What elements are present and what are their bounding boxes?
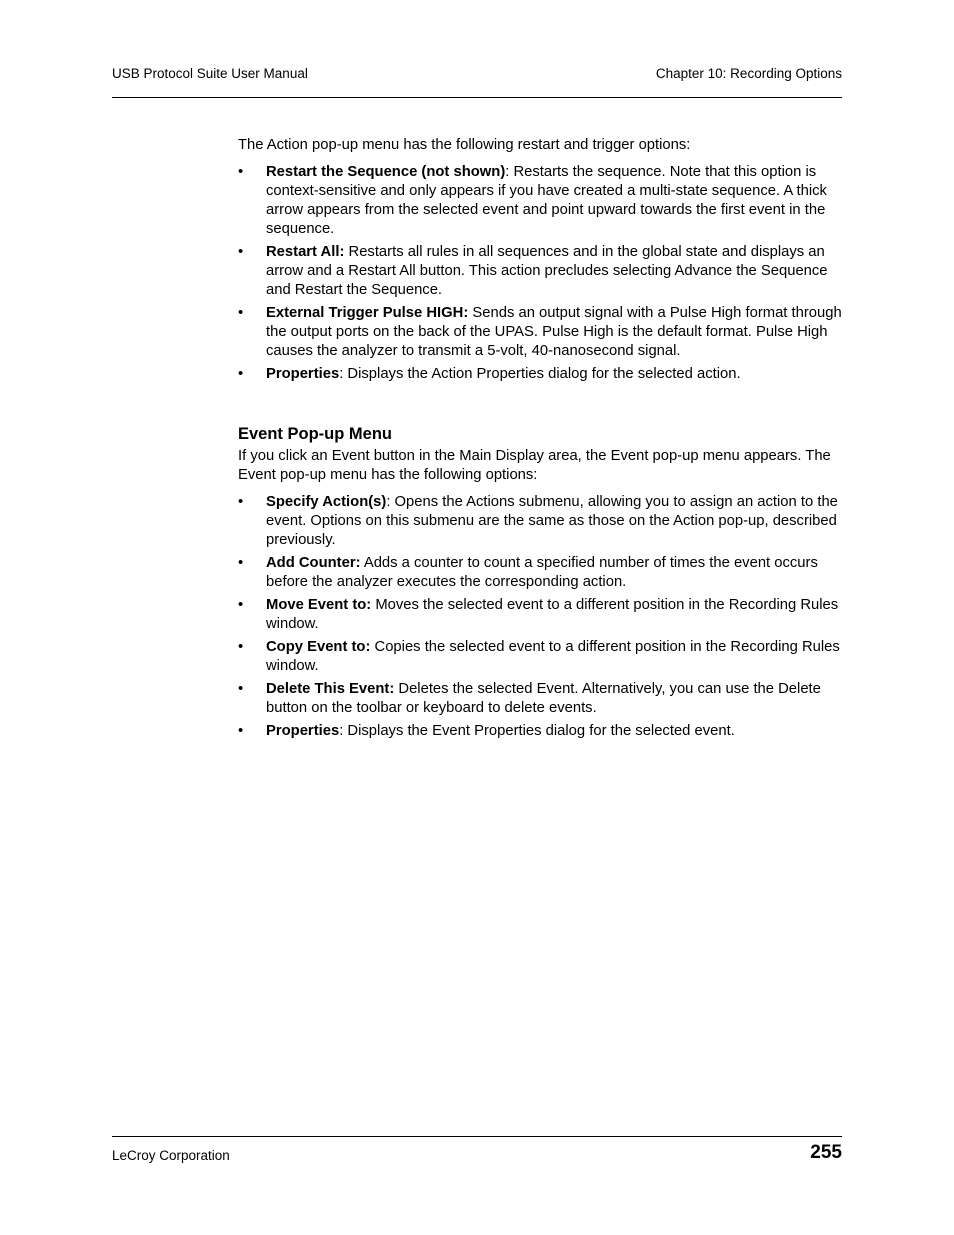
list-item xyxy=(238,365,842,384)
option-description: : Displays the Event Properties dialog for the selected event. xyxy=(339,723,735,739)
bullet-icon: • xyxy=(238,597,244,613)
option-name: Add Counter: xyxy=(266,555,361,571)
option-name: External Trigger Pulse HIGH: xyxy=(266,305,469,321)
bullet-icon: • xyxy=(238,494,244,510)
section-heading: Event Pop-up Menu xyxy=(238,425,392,443)
option-description: Deletes the selected Event. Alternatively, you can use the Delete button on the toolbar or keyboard to delete events. xyxy=(266,681,821,716)
option-name: Copy Event to: xyxy=(266,639,371,655)
running-header-chapter: Chapter 10: Recording Options xyxy=(655,66,842,81)
list-item xyxy=(238,722,842,741)
option-description: Sends an output signal with a Pulse High format through the output ports on the back of the UPAS. Pulse High is the default format. Pulse High causes the analyzer to transmit a 5-volt, 40-nanosecond signal. xyxy=(266,305,842,359)
bullet-icon: • xyxy=(238,723,244,739)
bullet-icon: • xyxy=(238,366,244,382)
list-item xyxy=(238,304,842,361)
option-description: : Displays the Action Properties dialog for the selected action. xyxy=(339,366,741,382)
event-menu-intro: If you click an Event button in the Main Display area, the Event pop-up menu appears. The Event pop-up menu has the following options: xyxy=(238,448,831,483)
footer-divider xyxy=(112,1136,842,1137)
event-menu-options-list xyxy=(238,493,842,741)
option-description: Adds a counter to count a specified number of times the event occurs before the analyzer executes the corresponding action. xyxy=(266,555,818,590)
page-body xyxy=(238,136,842,745)
action-menu-intro: The Action pop-up menu has the following restart and trigger options: xyxy=(238,137,691,153)
option-description: : Opens the Actions submenu, allowing you to assign an action to the event. Options on this submenu are the same as those on the Action pop-up, described previously. xyxy=(266,494,838,548)
list-item xyxy=(238,163,842,239)
list-item xyxy=(238,493,842,550)
option-name: Specify Action(s) xyxy=(266,494,387,510)
option-name: Restart All: xyxy=(266,244,345,260)
option-description: Restarts all rules in all sequences and in the global state and displays an arrow and a Restart All button. This action precludes selecting Advance the Sequence and Restart the Sequence. xyxy=(266,244,828,298)
action-menu-options-list xyxy=(238,163,842,384)
option-name: Delete This Event: xyxy=(266,681,395,697)
option-description: : Restarts the sequence. Note that this option is context-sensitive and only appears if you have created a multi-state sequence. A thick arrow appears from the selected event and point upward towards the first event in the sequence. xyxy=(266,164,827,237)
page-number: 255 xyxy=(810,1142,842,1163)
option-description: Moves the selected event to a different position in the Recording Rules window. xyxy=(266,597,839,632)
bullet-icon: • xyxy=(238,681,244,697)
option-name: Move Event to: xyxy=(266,597,372,613)
list-item xyxy=(238,638,842,676)
list-item xyxy=(238,596,842,634)
bullet-icon: • xyxy=(238,555,244,571)
bullet-icon: • xyxy=(238,305,244,321)
option-name: Restart the Sequence (not shown) xyxy=(266,164,506,180)
bullet-icon: • xyxy=(238,164,244,180)
option-name: Properties xyxy=(266,723,340,739)
running-header-title: USB Protocol Suite User Manual xyxy=(112,66,308,81)
list-item xyxy=(238,680,842,718)
list-item xyxy=(238,554,842,592)
bullet-icon: • xyxy=(238,639,244,655)
footer-company: LeCroy Corporation xyxy=(112,1148,230,1163)
bullet-icon: • xyxy=(238,244,244,260)
header-divider xyxy=(112,97,842,98)
list-item xyxy=(238,243,842,300)
option-description: Copies the selected event to a different position in the Recording Rules window. xyxy=(266,639,840,674)
option-name: Properties xyxy=(266,366,340,382)
